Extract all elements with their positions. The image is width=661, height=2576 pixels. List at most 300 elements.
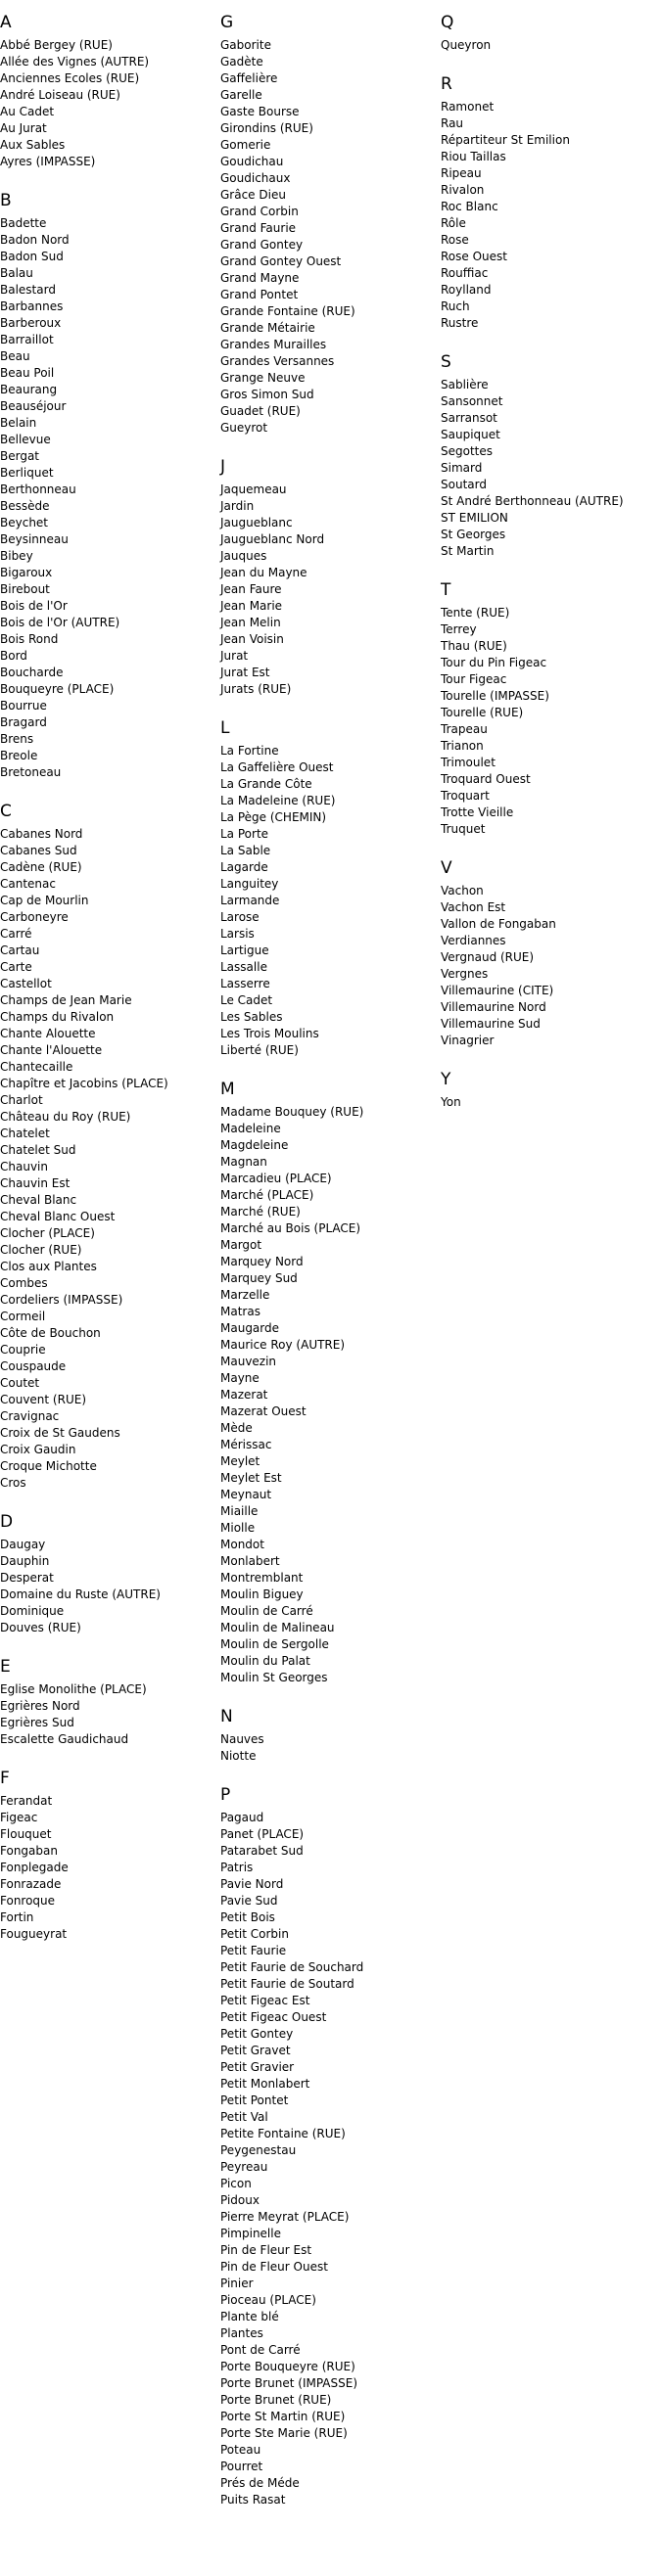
street-name-item: Champs de Jean Marie [0,993,132,1007]
section-letter-heading: V [441,858,452,878]
section-letter-heading: M [220,1080,235,1099]
letter-section [220,717,436,1059]
street-name-item: Cantenac [0,877,56,891]
street-name-item: Villemaurine Sud [441,1017,541,1031]
street-name-item: Poteau [220,2443,261,2457]
street-name-item: Gaffelière [220,71,278,85]
letter-section [220,1079,436,1686]
street-name-item: Allée des Vignes (AUTRE) [0,55,150,69]
street-name-item: Fonrazade [0,1877,62,1891]
street-name-item: Tour du Pin Figeac [441,656,547,669]
street-name-item: Ripeau [441,166,482,180]
street-name-item: Jardin [220,499,255,513]
street-name-item: Jean Marie [220,599,283,613]
street-name-item: Jurat [220,649,249,663]
street-name-item: Rustre [441,316,479,330]
section-letter-heading: S [441,352,451,372]
street-name-item: Roylland [441,283,492,297]
street-name-item: Jurats (RUE) [220,682,292,696]
street-name-item: Petit Faurie de Soutard [220,1977,354,1991]
street-name-item: Bois de l'Or (AUTRE) [0,616,120,629]
street-name-item: Ferandat [0,1794,53,1808]
street-name-item: Porte Brunet (IMPASSE) [220,2376,358,2390]
street-name-item: Yon [441,1095,461,1109]
street-name-item: Chante Alouette [0,1027,96,1040]
street-name-item: Gueyrot [220,421,268,435]
street-name-item: Lassalle [220,960,267,974]
street-name-item: Goudichaux [220,171,291,185]
street-name-item: Pinier [220,2277,254,2290]
street-name-item: Ayres (IMPASSE) [0,155,96,168]
street-name-item: Les Sables [220,1010,283,1024]
street-name-item: Maurice Roy (AUTRE) [220,1338,346,1352]
street-list [0,1793,215,1943]
street-name-item: Plantes [220,2326,263,2340]
section-letter-heading: A [0,13,12,32]
street-name-item: Madeleine [220,1122,281,1135]
street-name-item: Trimoulet [441,756,496,769]
letter-section [220,1706,436,1765]
street-name-item: Porte Ste Marie (RUE) [220,2426,348,2440]
letter-section [441,12,661,54]
street-name-item: Bibey [0,549,33,563]
street-name-item: St André Berthonneau (AUTRE) [441,494,624,508]
street-name-item: Grand Gontey [220,238,304,252]
street-name-item: Troquart [441,789,490,803]
street-name-item: Beau Poil [0,366,55,380]
street-name-item: Pierre Meyrat (PLACE) [220,2210,350,2224]
letter-section [0,1768,215,1943]
street-name-item: Monlabert [220,1554,280,1568]
street-name-item: Clocher (PLACE) [0,1226,95,1240]
street-list [220,37,436,437]
street-name-item: Grand Corbin [220,205,299,218]
street-name-item: Cravignac [0,1409,60,1423]
street-name-item: Marquey Nord [220,1255,304,1268]
street-name-item: Chante l'Alouette [0,1043,103,1057]
street-name-item: Rose [441,233,469,247]
street-name-item: Combes [0,1276,48,1290]
street-name-item: Dauphin [0,1554,50,1568]
street-name-item: Mayne [220,1371,260,1385]
street-name-item: La Madeleine (RUE) [220,794,336,807]
street-name-item: Côte de Bouchon [0,1326,101,1340]
street-name-item: Berthonneau [0,483,76,496]
street-name-item: Madame Bouquey (RUE) [220,1105,364,1119]
street-name-item: Pioceau (PLACE) [220,2293,316,2307]
street-name-item: Grande Métairie [220,321,315,335]
street-index-column-3 [441,12,661,1130]
street-name-item: Couprie [0,1343,46,1357]
section-letter-heading: L [220,718,230,738]
street-name-item: Marcadieu (PLACE) [220,1172,332,1185]
street-name-item: Cabanes Sud [0,844,77,857]
letter-section [441,73,661,332]
street-name-item: Riou Taillas [441,150,506,163]
street-name-item: Fonroque [0,1894,56,1908]
street-name-item: Cheval Blanc Ouest [0,1210,116,1223]
street-name-item: Petit Bois [220,1910,275,1924]
street-name-item: Thau (RUE) [441,639,507,653]
section-letter-heading: G [220,13,234,32]
street-name-item: Cartau [0,943,40,957]
street-name-item: Petit Figeac Est [220,1994,310,2007]
street-name-item: Matras [220,1305,260,1318]
street-name-item: Bretoneau [0,765,62,779]
street-name-item: La Fortine [220,744,279,758]
street-name-item: Niotte [220,1749,257,1763]
street-name-item: Trapeau [441,722,488,736]
street-name-item: Grandes Versannes [220,354,335,368]
street-name-item: Petit Pontet [220,2093,289,2107]
street-name-item: Breole [0,749,38,762]
street-name-item: Miaille [220,1504,259,1518]
section-letter-heading: C [0,802,12,821]
street-name-item: Pagaud [220,1811,264,1824]
street-name-item: St Martin [441,544,495,558]
street-name-item: Pin de Fleur Ouest [220,2260,328,2274]
street-name-item: Bois de l'Or [0,599,68,613]
street-name-item: Egrières Sud [0,1716,74,1729]
street-name-item: Fortin [0,1910,34,1924]
street-name-item: Miolle [220,1521,256,1535]
street-name-item: La Porte [220,827,269,841]
street-name-item: Petit Corbin [220,1927,289,1941]
street-name-item: Larsis [220,927,255,941]
street-name-item: Tourelle (IMPASSE) [441,689,549,703]
street-name-item: Carte [0,960,32,974]
street-name-item: Rivalon [441,183,485,197]
street-name-item: Le Cadet [220,993,273,1007]
street-name-item: Cap de Mourlin [0,894,89,907]
street-name-item: Chatelet Sud [0,1143,76,1157]
street-name-item: Queyron [441,38,492,52]
street-list [441,99,661,332]
street-name-item: Jean Melin [220,616,281,629]
street-name-item: Trianon [441,739,484,753]
street-name-item: Pin de Fleur Est [220,2243,312,2257]
street-name-item: Jean du Mayne [220,566,307,579]
street-name-item: Saupiquet [441,428,500,441]
street-name-item: Pourret [220,2460,263,2473]
street-name-item: Pavie Sud [220,1894,278,1908]
street-name-item: Beaurang [0,383,58,396]
street-name-item: Margot [220,1238,262,1252]
street-name-item: Grand Gontey Ouest [220,254,342,268]
street-list [220,1104,436,1686]
street-name-item: Porte Brunet (RUE) [220,2393,332,2407]
street-name-item: Grand Pontet [220,288,299,301]
street-name-item: Jean Voisin [220,632,284,646]
street-name-item: Pont de Carré [220,2343,301,2357]
street-name-item: Au Jurat [0,121,47,135]
street-name-item: Montremblant [220,1571,304,1585]
street-name-item: Croix de St Gaudens [0,1426,120,1440]
street-name-item: Clos aux Plantes [0,1260,97,1273]
street-name-item: Sablière [441,378,489,391]
street-name-item: Villemaurine Nord [441,1000,546,1014]
street-name-item: Prés de Méde [220,2476,300,2490]
letter-section [0,12,215,170]
street-name-item: Segottes [441,444,494,458]
street-name-item: Grâce Dieu [220,188,286,202]
letter-section [0,1511,215,1636]
street-name-item: Moulin du Palat [220,1654,310,1668]
street-name-item: Barbannes [0,299,64,313]
street-name-item: Girondins (RUE) [220,121,313,135]
street-name-item: Petite Fontaine (RUE) [220,2127,346,2140]
street-name-item: Château du Roy (RUE) [0,1110,131,1124]
street-name-item: Magnan [220,1155,267,1169]
street-name-item: Flouquet [0,1827,52,1841]
letter-section [220,1784,436,2508]
street-name-item: Mazerat [220,1388,268,1402]
street-name-item: Gaborite [220,38,271,52]
street-name-item: Charlot [0,1093,43,1107]
section-letter-heading: R [441,74,452,94]
street-name-item: Bord [0,649,27,663]
street-name-item: Rose Ouest [441,250,507,263]
street-name-item: Egrières Nord [0,1699,80,1713]
street-list [220,482,436,698]
street-name-item: Meylet [220,1454,260,1468]
street-name-item: ST EMILION [441,511,508,525]
street-list [441,883,661,1049]
street-name-item: Grand Faurie [220,221,297,235]
street-name-item: Porte Bouqueyre (RUE) [220,2360,355,2373]
street-name-item: Petit Figeac Ouest [220,2010,327,2024]
street-name-item: Beychet [0,516,49,529]
street-name-item: Rouffiac [441,266,489,280]
street-name-item: Badette [0,216,47,230]
street-name-item: Grand Mayne [220,271,300,285]
street-name-item: Lasserre [220,977,270,990]
street-name-item: Bigaroux [0,566,53,579]
section-letter-heading: E [0,1657,11,1677]
street-name-item: Croque Michotte [0,1459,97,1473]
street-name-item: La Gaffelière Ouest [220,760,334,774]
street-name-item: Garelle [220,88,262,102]
street-name-item: Chapître et Jacobins (PLACE) [0,1077,168,1090]
street-name-item: Douves (RUE) [0,1621,81,1634]
street-name-item: Castellot [0,977,52,990]
street-name-item: Marquey Sud [220,1271,298,1285]
street-name-item: Barraillot [0,333,54,346]
street-name-item: Jurat Est [220,666,270,679]
street-name-item: Chauvin Est [0,1176,71,1190]
street-list [220,1810,436,2508]
street-name-item: Mazerat Ouest [220,1404,307,1418]
section-letter-heading: J [220,457,226,477]
street-name-item: Chauvin [0,1160,48,1173]
street-name-item: Magdeleine [220,1138,289,1152]
street-name-item: Peygenestau [220,2143,297,2157]
street-list [0,215,215,781]
street-name-item: Truquet [441,822,486,836]
street-name-item: Petit Val [220,2110,268,2124]
street-name-item: Guadet (RUE) [220,404,301,418]
street-name-item: Gomerie [220,138,271,152]
street-name-item: Moulin de Carré [220,1604,313,1618]
street-name-item: Moulin de Malineau [220,1621,335,1634]
street-name-item: Cadène (RUE) [0,860,82,874]
street-name-item: Mauvezin [220,1355,277,1368]
street-name-item: Gaste Bourse [220,105,300,118]
street-name-item: Fougueyrat [0,1927,68,1941]
street-list [441,605,661,838]
street-name-item: Vachon Est [441,900,506,914]
street-name-item: Grandes Murailles [220,338,327,351]
street-name-item: Grande Fontaine (RUE) [220,304,355,318]
street-name-item: Vallon de Fongaban [441,917,556,931]
street-name-item: Couspaude [0,1359,67,1373]
street-name-item: Jean Faure [220,582,282,596]
street-name-item: Troquard Ouest [441,772,531,786]
street-name-item: Pidoux [220,2193,260,2207]
street-name-item: Peyreau [220,2160,268,2174]
street-name-item: Mérissac [220,1438,272,1451]
street-name-item: Carboneyre [0,910,69,924]
street-name-item: Pimpinelle [220,2227,281,2240]
street-list [0,1681,215,1748]
street-name-item: Meynaut [220,1488,272,1501]
street-name-item: Terrey [441,622,477,636]
street-name-item: Badon Sud [0,250,64,263]
street-name-item: Dominique [0,1604,65,1618]
street-name-item: Beau [0,349,30,363]
street-name-item: Balestard [0,283,56,297]
street-name-item: Petit Monlabert [220,2077,310,2091]
street-name-item: Moulin Biguey [220,1587,304,1601]
section-letter-heading: P [220,1785,231,1805]
street-name-item: Anciennes Ecoles (RUE) [0,71,140,85]
street-name-item: Beauséjour [0,399,67,413]
street-name-item: Petit Faurie [220,1944,287,1957]
street-name-item: Vinagrier [441,1034,495,1047]
section-letter-heading: D [0,1512,14,1532]
street-list [0,1537,215,1636]
street-name-item: Bouqueyre (PLACE) [0,682,115,696]
street-name-item: Champs du Rivalon [0,1010,115,1024]
street-name-item: Goudichau [220,155,284,168]
street-name-item: Bragard [0,715,47,729]
street-name-item: Verdiannes [441,934,506,947]
street-name-item: Carré [0,927,32,941]
section-letter-heading: T [441,580,451,600]
street-name-item: Chantecaille [0,1060,73,1074]
street-name-item: Sansonnet [441,394,503,408]
street-name-item: Croix Gaudin [0,1443,76,1456]
letter-section [441,857,661,1049]
street-name-item: Cabanes Nord [0,827,83,841]
section-letter-heading: B [0,191,12,210]
street-list [220,1731,436,1765]
street-list [441,37,661,54]
street-name-item: Grange Neuve [220,371,306,385]
street-name-item: Vergnaud (RUE) [441,950,535,964]
street-name-item: Au Cadet [0,105,55,118]
street-name-item: Mède [220,1421,253,1435]
section-letter-heading: N [220,1707,233,1726]
letter-section [0,1656,215,1748]
street-name-item: Desperat [0,1571,54,1585]
street-name-item: Liberté (RUE) [220,1043,299,1057]
street-name-item: Plante blé [220,2310,279,2323]
street-name-item: Roc Blanc [441,200,498,213]
street-name-item: Balau [0,266,33,280]
street-name-item: Les Trois Moulins [220,1027,319,1040]
street-name-item: Larose [220,910,260,924]
letter-section [0,801,215,1492]
street-name-item: Birebout [0,582,50,596]
letter-section [220,12,436,437]
street-name-item: Soutard [441,478,487,491]
street-name-item: André Loiseau (RUE) [0,88,120,102]
street-name-item: Bellevue [0,433,51,446]
street-name-item: Ruch [441,299,470,313]
street-name-item: Petit Gravier [220,2060,295,2074]
street-name-item: Pavie Nord [220,1877,284,1891]
street-name-item: Jaugueblanc [220,516,293,529]
street-name-item: Bois Rond [0,632,59,646]
street-name-item: Ramonet [441,100,495,114]
street-list [0,37,215,170]
street-name-item: Jauques [220,549,267,563]
street-name-item: Domaine du Ruste (AUTRE) [0,1587,161,1601]
street-name-item: Cordeliers (IMPASSE) [0,1293,123,1307]
street-name-item: Simard [441,461,483,475]
street-name-item: Patris [220,1861,254,1874]
street-name-item: Boucharde [0,666,64,679]
street-index-column-1 [0,12,215,1962]
street-name-item: Panet (PLACE) [220,1827,305,1841]
street-name-item: Bessède [0,499,50,513]
street-name-item: Petit Faurie de Souchard [220,1960,364,1974]
street-name-item: Abbé Bergey (RUE) [0,38,113,52]
street-name-item: Brens [0,732,34,746]
street-name-item: Aux Sables [0,138,66,152]
street-name-item: La Sable [220,844,271,857]
section-letter-heading: Q [441,13,454,32]
letter-section [441,579,661,838]
street-name-item: Moulin de Sergolle [220,1637,329,1651]
street-name-item: Trotte Vieille [441,805,514,819]
street-name-item: Figeac [0,1811,38,1824]
street-name-item: Rôle [441,216,466,230]
street-name-item: Larmande [220,894,280,907]
letter-section [0,190,215,781]
street-name-item: Patarabet Sud [220,1844,304,1858]
street-name-item: Jaugueblanc Nord [220,532,325,546]
street-name-item: Puits Rasat [220,2493,286,2507]
street-name-item: Barberoux [0,316,62,330]
street-name-item: Beysinneau [0,532,69,546]
street-name-item: Daugay [0,1538,46,1551]
street-name-item: Coutet [0,1376,40,1390]
street-name-item: Chatelet [0,1127,50,1140]
street-name-item: Bergat [0,449,40,463]
street-name-item: Petit Gravet [220,2044,291,2057]
street-name-item: Cros [0,1476,26,1490]
street-name-item: Marzelle [220,1288,270,1302]
street-name-item: Répartiteur St Emilion [441,133,570,147]
street-name-item: Marché au Bois (PLACE) [220,1221,361,1235]
street-name-item: Gros Simon Sud [220,388,314,401]
letter-section [220,456,436,698]
street-name-item: Marché (PLACE) [220,1188,314,1202]
street-name-item: Cheval Blanc [0,1193,77,1207]
street-index-column-2 [220,12,436,2528]
